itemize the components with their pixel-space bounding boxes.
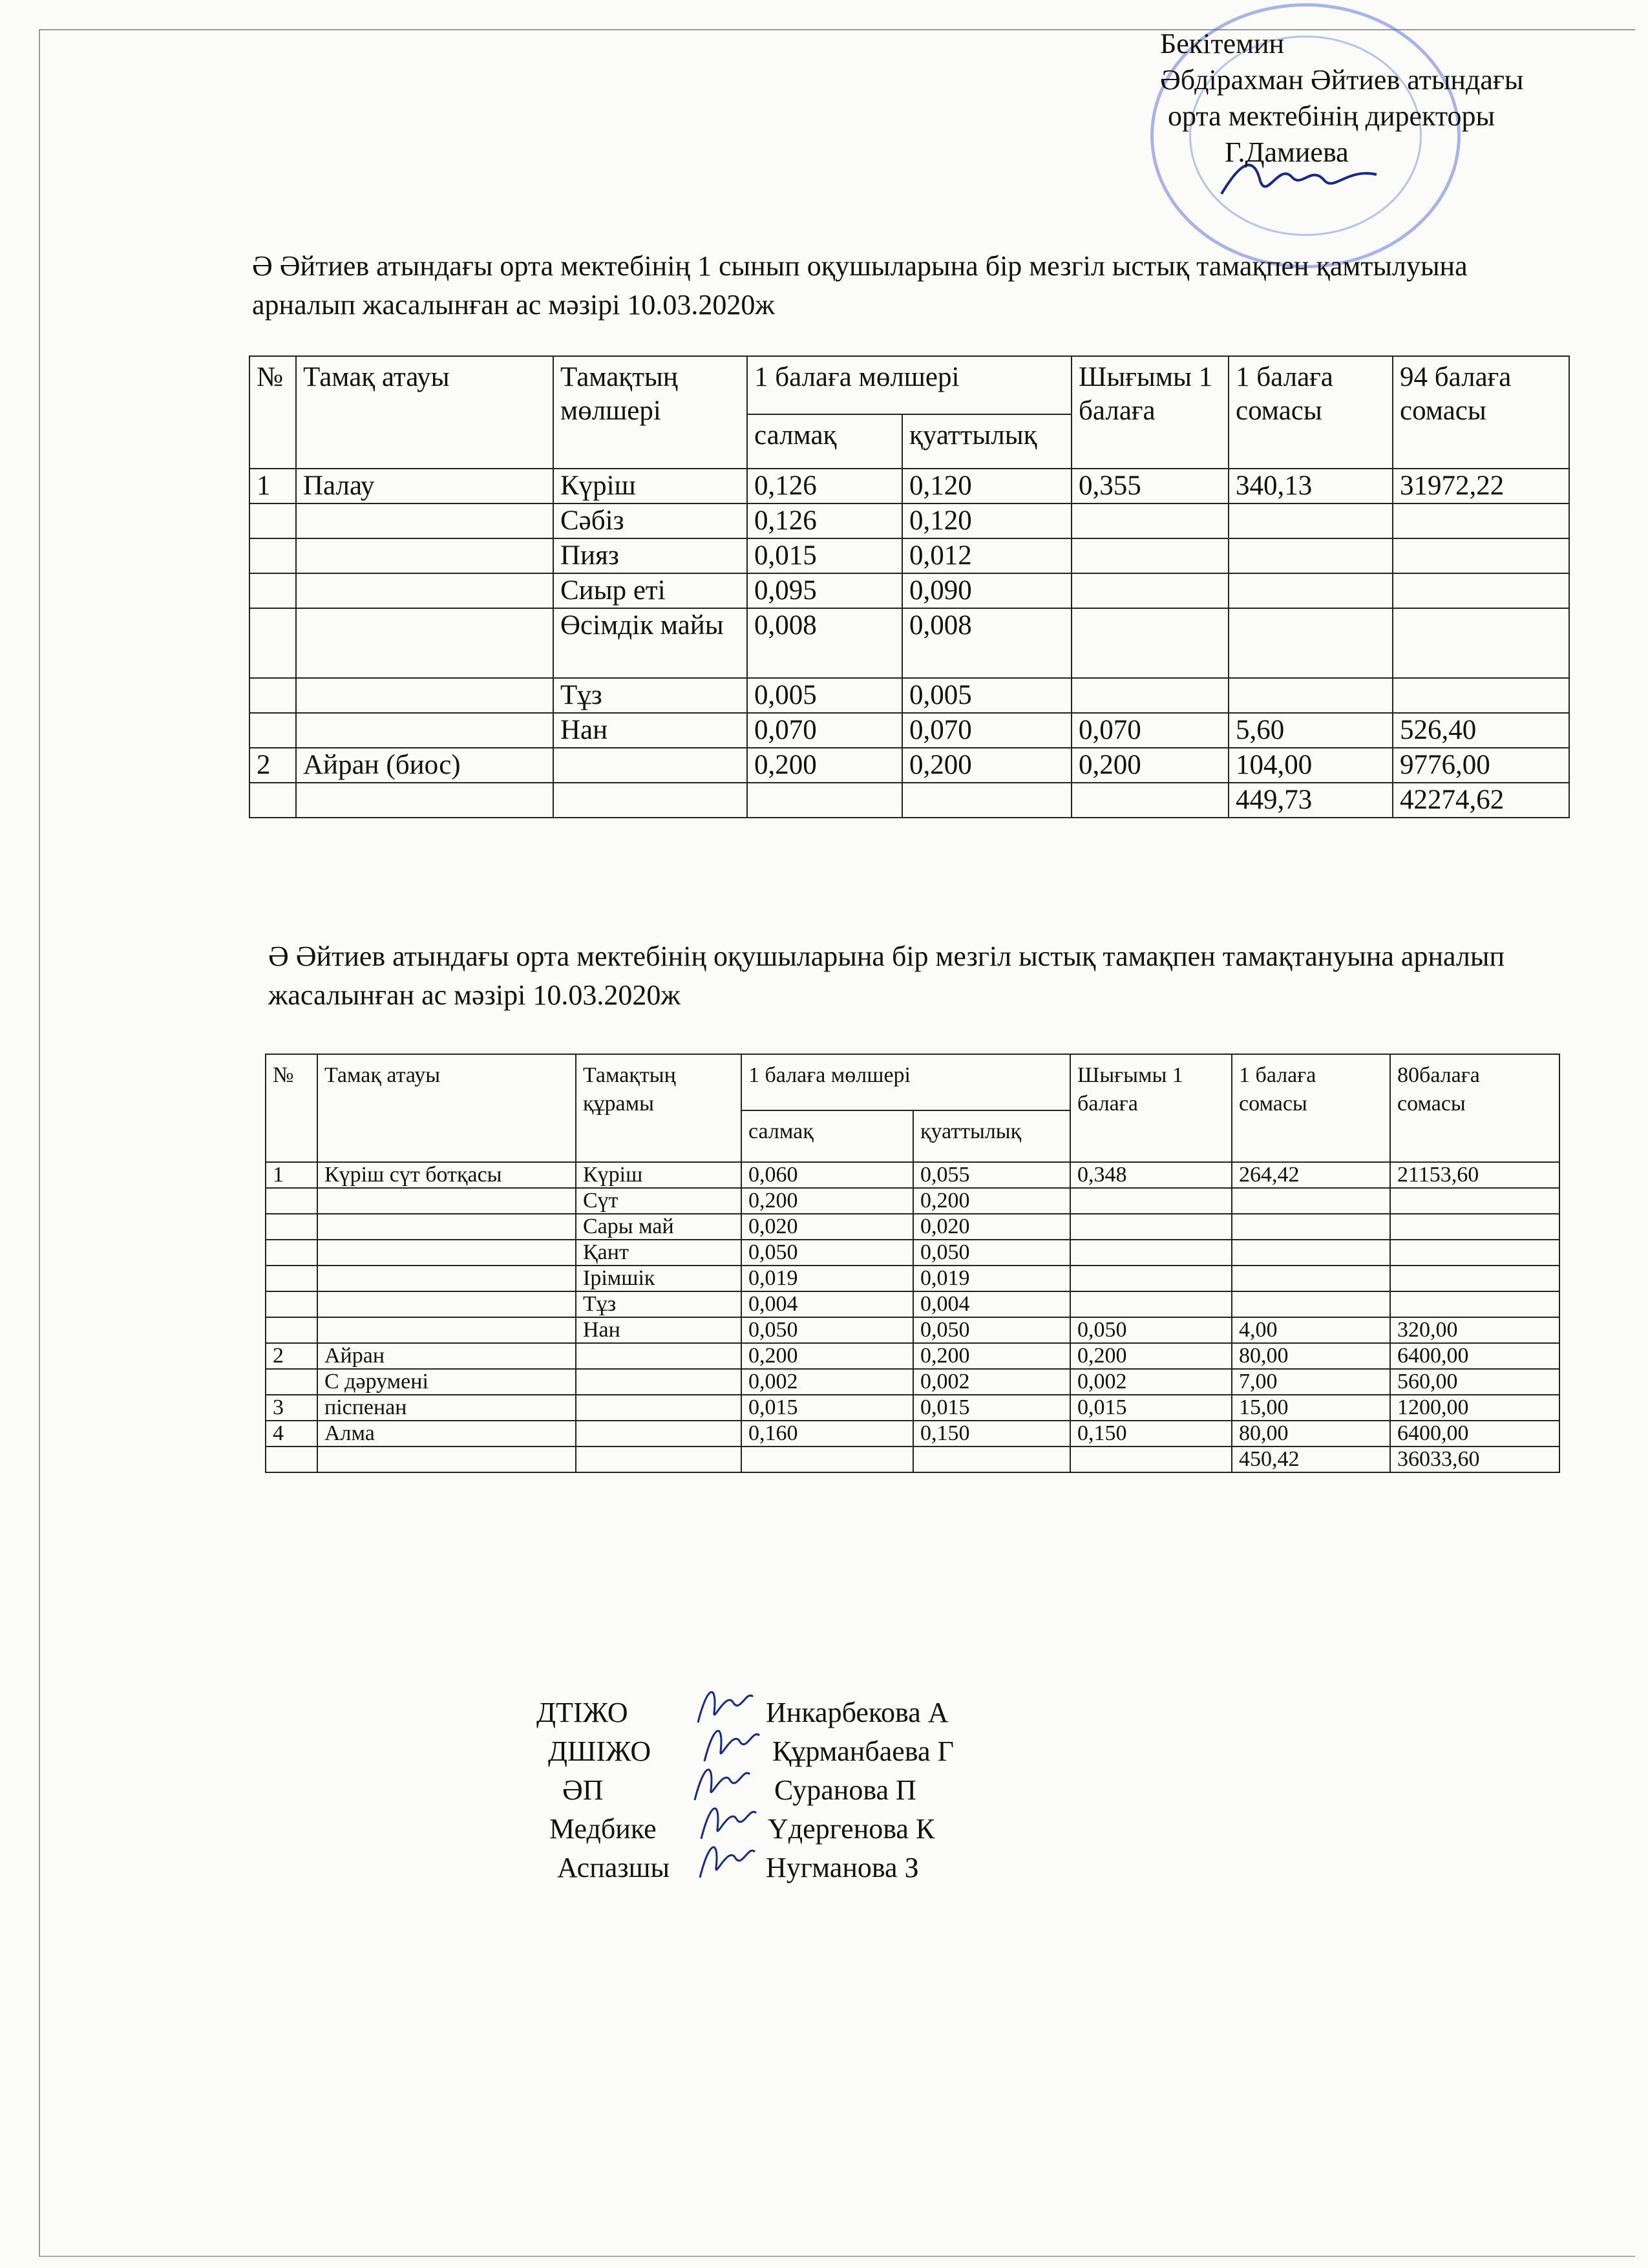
- cell-num: [266, 1266, 317, 1291]
- cell-price-total: [1390, 1214, 1559, 1240]
- signature-role: Медбике: [549, 1813, 657, 1845]
- header-energy: қуаттылық: [913, 1110, 1070, 1162]
- cell-num: [266, 1447, 317, 1472]
- cell-price-one: [1229, 678, 1393, 713]
- cell-price-one: [1229, 573, 1393, 608]
- cell-price-one: 5,60: [1229, 713, 1393, 748]
- header-output: Шығымы 1 балаға: [1072, 356, 1229, 469]
- cell-energy: 0,120: [902, 469, 1072, 503]
- cell-energy: [913, 1447, 1070, 1472]
- header-price-one: 1 балаға сомасы: [1229, 356, 1393, 469]
- cell-name: С дәрумені: [317, 1369, 576, 1395]
- cell-energy: [902, 783, 1072, 818]
- table-row: [249, 573, 1569, 608]
- cell-num: [266, 1240, 317, 1266]
- cell-name: [317, 1188, 576, 1214]
- cell-output: [1072, 573, 1229, 608]
- cell-num: [249, 608, 296, 678]
- cell-weight: [741, 1447, 913, 1472]
- cell-name: Алма: [317, 1421, 576, 1447]
- cell-ingredient: Сиыр еті: [553, 573, 747, 608]
- signature-role: ДТІЖО: [536, 1697, 628, 1728]
- cell-price-total: 42274,62: [1393, 783, 1569, 818]
- cell-name: Айран (биос): [296, 748, 553, 783]
- cell-price-total: [1390, 1266, 1559, 1291]
- cell-energy: 0,200: [913, 1188, 1070, 1214]
- approval-school: Әбдірахман Әйтиев атындағы: [1160, 64, 1524, 96]
- cell-ingredient: Ірімшік: [576, 1266, 741, 1291]
- table-row: [266, 1162, 1559, 1188]
- cell-weight: 0,050: [741, 1240, 913, 1266]
- cell-ingredient: [576, 1369, 741, 1395]
- table-row: [249, 678, 1569, 713]
- header-per-child: 1 балаға мөлшері: [741, 1054, 1070, 1110]
- cell-output: 0,355: [1072, 469, 1229, 503]
- cell-name: [317, 1214, 576, 1240]
- cell-price-total: 560,00: [1390, 1369, 1559, 1395]
- cell-num: [266, 1317, 317, 1343]
- table-row: [266, 1395, 1559, 1421]
- header-num: №: [266, 1054, 317, 1162]
- cell-energy: 0,019: [913, 1266, 1070, 1291]
- cell-energy: 0,120: [902, 503, 1072, 538]
- cell-energy: 0,200: [913, 1343, 1070, 1369]
- cell-name: [296, 713, 553, 748]
- header-price-one: 1 балаға сомасы: [1232, 1054, 1390, 1162]
- cell-weight: 0,019: [741, 1266, 913, 1291]
- cell-name: [317, 1447, 576, 1472]
- cell-price-total: [1390, 1240, 1559, 1266]
- table-row: [249, 503, 1569, 538]
- header-num: №: [249, 356, 296, 469]
- cell-output: 0,150: [1070, 1421, 1232, 1447]
- cell-name: Палау: [296, 469, 553, 503]
- cell-ingredient: Нан: [576, 1317, 741, 1343]
- cell-price-one: [1232, 1214, 1390, 1240]
- cell-weight: 0,200: [741, 1343, 913, 1369]
- table-row: [266, 1291, 1559, 1317]
- cell-energy: 0,070: [902, 713, 1072, 748]
- table-row: [266, 1317, 1559, 1343]
- cell-price-total: 9776,00: [1393, 748, 1569, 783]
- cell-name: [317, 1266, 576, 1291]
- cell-price-total: 320,00: [1390, 1317, 1559, 1343]
- cell-num: 2: [249, 748, 296, 783]
- cell-price-total: 6400,00: [1390, 1343, 1559, 1369]
- cell-ingredient: Нан: [553, 713, 747, 748]
- cell-price-one: 7,00: [1232, 1369, 1390, 1395]
- cell-ingredient: [576, 1447, 741, 1472]
- cell-output: [1070, 1240, 1232, 1266]
- signature-role: ӘП: [562, 1774, 604, 1806]
- cell-output: 0,002: [1070, 1369, 1232, 1395]
- cell-price-total: [1390, 1291, 1559, 1317]
- cell-ingredient: [576, 1343, 741, 1369]
- cell-name: [296, 783, 553, 818]
- table-row: [249, 469, 1569, 503]
- cell-energy: 0,055: [913, 1162, 1070, 1188]
- cell-price-total: 36033,60: [1390, 1447, 1559, 1472]
- cell-ingredient: Күріш: [576, 1162, 741, 1188]
- cell-num: 4: [266, 1421, 317, 1447]
- cell-output: 0,070: [1072, 713, 1229, 748]
- table-row: [249, 783, 1569, 818]
- cell-energy: 0,200: [902, 748, 1072, 783]
- cell-weight: 0,160: [741, 1421, 913, 1447]
- cell-price-total: 1200,00: [1390, 1395, 1559, 1421]
- cell-num: 3: [266, 1395, 317, 1421]
- cell-weight: 0,126: [747, 469, 902, 503]
- cell-output: [1072, 503, 1229, 538]
- cell-weight: 0,070: [747, 713, 902, 748]
- cell-num: 1: [249, 469, 296, 503]
- cell-price-one: 15,00: [1232, 1395, 1390, 1421]
- cell-name: Айран: [317, 1343, 576, 1369]
- cell-name: [317, 1317, 576, 1343]
- cell-output: 0,200: [1072, 748, 1229, 783]
- cell-energy: 0,004: [913, 1291, 1070, 1317]
- cell-weight: [747, 783, 902, 818]
- cell-energy: 0,005: [902, 678, 1072, 713]
- menu1-title: Ә Әйтиев атындағы орта мектебінің 1 сынып оқушыларына бір мезгіл ыстық тамақпен қамтылуына арналып жасалынған ас мәзірі 10.03.2020ж: [252, 250, 1468, 321]
- cell-price-total: [1393, 573, 1569, 608]
- cell-price-one: 80,00: [1232, 1343, 1390, 1369]
- table-row: [249, 538, 1569, 573]
- approval-block: [1160, 26, 1523, 171]
- cell-ingredient: Күріш: [553, 469, 747, 503]
- cell-output: [1070, 1266, 1232, 1291]
- header-energy: қуаттылық: [902, 414, 1072, 469]
- table-row: [249, 608, 1569, 678]
- cell-price-one: 104,00: [1229, 748, 1393, 783]
- cell-weight: 0,020: [741, 1214, 913, 1240]
- cell-price-one: 340,13: [1229, 469, 1393, 503]
- header-price-total: 94 балаға сомасы: [1393, 356, 1569, 469]
- header-price-total: 80балаға сомасы: [1390, 1054, 1559, 1162]
- cell-price-total: 526,40: [1393, 713, 1569, 748]
- cell-output: [1070, 1447, 1232, 1472]
- cell-price-total: [1393, 503, 1569, 538]
- cell-ingredient: Сәбіз: [553, 503, 747, 538]
- cell-weight: 0,050: [741, 1317, 913, 1343]
- handwritten-signature: [690, 1832, 761, 1884]
- header-weight: салмақ: [747, 414, 902, 469]
- cell-price-total: [1393, 608, 1569, 678]
- cell-ingredient: Пияз: [553, 538, 747, 573]
- header-output: Шығымы 1 балаға: [1070, 1054, 1232, 1162]
- table-row: [266, 1343, 1559, 1369]
- header-weight: салмақ: [741, 1110, 913, 1162]
- cell-output: [1070, 1214, 1232, 1240]
- cell-name: [296, 538, 553, 573]
- menu2-title: Ә Әйтиев атындағы орта мектебінің оқушыларына бір мезгіл ыстық тамақпен тамақтануына арналып жасалынған ас мәзірі 10.03.2020ж: [268, 940, 1505, 1011]
- cell-price-total: [1393, 678, 1569, 713]
- cell-name: Күріш сүт ботқасы: [317, 1162, 576, 1188]
- cell-weight: 0,126: [747, 503, 902, 538]
- table-row: [266, 1240, 1559, 1266]
- cell-name: [296, 678, 553, 713]
- signature-name: Нугманова З: [766, 1852, 919, 1883]
- cell-ingredient: [553, 783, 747, 818]
- cell-weight: 0,002: [741, 1369, 913, 1395]
- cell-energy: 0,090: [902, 573, 1072, 608]
- cell-name: [296, 503, 553, 538]
- table-row: [266, 1188, 1559, 1214]
- cell-output: 0,200: [1070, 1343, 1232, 1369]
- cell-weight: 0,015: [747, 538, 902, 573]
- cell-price-one: [1232, 1266, 1390, 1291]
- cell-energy: 0,150: [913, 1421, 1070, 1447]
- signature-role: Аспазшы: [557, 1852, 670, 1883]
- signature-name: Құрманбаева Г: [772, 1735, 954, 1767]
- header-name: Тамақ атауы: [317, 1054, 576, 1162]
- cell-price-one: 449,73: [1229, 783, 1393, 818]
- cell-num: [266, 1369, 317, 1395]
- signature-name: Суранова П: [774, 1774, 916, 1806]
- scan-border-bottom: [39, 2256, 1635, 2257]
- cell-energy: 0,020: [913, 1214, 1070, 1240]
- cell-ingredient: [553, 748, 747, 783]
- cell-ingredient: Тұз: [576, 1291, 741, 1317]
- cell-num: [266, 1291, 317, 1317]
- cell-price-one: [1229, 538, 1393, 573]
- cell-weight: 0,008: [747, 608, 902, 678]
- cell-price-one: [1232, 1188, 1390, 1214]
- cell-num: [249, 678, 296, 713]
- cell-price-one: [1232, 1240, 1390, 1266]
- cell-name: [317, 1291, 576, 1317]
- cell-price-total: 21153,60: [1390, 1162, 1559, 1188]
- cell-weight: 0,015: [741, 1395, 913, 1421]
- approval-signatory: Г.Дамиева: [1225, 136, 1349, 168]
- cell-output: [1072, 608, 1229, 678]
- cell-num: [249, 503, 296, 538]
- approval-heading: Бекітемин: [1160, 28, 1285, 59]
- cell-energy: 0,008: [902, 608, 1072, 678]
- cell-ingredient: [576, 1421, 741, 1447]
- cell-name: [296, 608, 553, 678]
- cell-weight: 0,095: [747, 573, 902, 608]
- cell-price-one: 264,42: [1232, 1162, 1390, 1188]
- header-per-child: 1 балаға мөлшері: [747, 356, 1072, 414]
- cell-ingredient: Тұз: [553, 678, 747, 713]
- cell-name: піспенан: [317, 1395, 576, 1421]
- menu1-table: [249, 355, 1570, 818]
- cell-energy: 0,015: [913, 1395, 1070, 1421]
- menu2-table: [265, 1054, 1560, 1473]
- cell-weight: 0,200: [741, 1188, 913, 1214]
- cell-output: [1070, 1188, 1232, 1214]
- cell-name: [317, 1240, 576, 1266]
- cell-price-one: 80,00: [1232, 1421, 1390, 1447]
- cell-output: 0,015: [1070, 1395, 1232, 1421]
- cell-output: [1072, 783, 1229, 818]
- cell-num: [266, 1188, 317, 1214]
- signature-name: Инкарбекова А: [766, 1697, 949, 1728]
- cell-weight: 0,060: [741, 1162, 913, 1188]
- cell-price-one: [1232, 1291, 1390, 1317]
- cell-num: [249, 538, 296, 573]
- cell-num: 2: [266, 1343, 317, 1369]
- table-row: [266, 1421, 1559, 1447]
- cell-price-total: 31972,22: [1393, 469, 1569, 503]
- cell-ingredient: [576, 1395, 741, 1421]
- cell-price-one: [1229, 503, 1393, 538]
- cell-ingredient: Сары май: [576, 1214, 741, 1240]
- cell-num: [249, 713, 296, 748]
- table-row: [249, 713, 1569, 748]
- signature-name: Үдергенова К: [768, 1813, 935, 1845]
- scan-border-left: [39, 29, 40, 2256]
- cell-num: [249, 573, 296, 608]
- cell-ingredient: Қант: [576, 1240, 741, 1266]
- cell-price-one: [1229, 608, 1393, 678]
- cell-weight: 0,004: [741, 1291, 913, 1317]
- cell-price-one: 4,00: [1232, 1317, 1390, 1343]
- cell-price-total: 6400,00: [1390, 1421, 1559, 1447]
- signature-role: ДШІЖО: [548, 1735, 651, 1767]
- cell-energy: 0,050: [913, 1240, 1070, 1266]
- cell-num: [249, 783, 296, 818]
- cell-output: 0,050: [1070, 1317, 1232, 1343]
- cell-price-total: [1390, 1188, 1559, 1214]
- cell-energy: 0,012: [902, 538, 1072, 573]
- table-row: [249, 748, 1569, 783]
- header-ingredient: Тамақтың құрамы: [576, 1054, 741, 1162]
- cell-name: [296, 573, 553, 608]
- table-row: [266, 1266, 1559, 1291]
- table-row: [266, 1214, 1559, 1240]
- cell-energy: 0,002: [913, 1369, 1070, 1395]
- cell-output: [1072, 538, 1229, 573]
- cell-weight: 0,200: [747, 748, 902, 783]
- cell-ingredient: Өсімдік майы: [553, 608, 747, 678]
- header-name: Тамақ атауы: [296, 356, 553, 469]
- cell-output: [1072, 678, 1229, 713]
- approval-position: орта мектебінің директоры: [1168, 100, 1495, 132]
- cell-num: [266, 1214, 317, 1240]
- cell-price-total: [1393, 538, 1569, 573]
- table-row: [266, 1369, 1559, 1395]
- cell-num: 1: [266, 1162, 317, 1188]
- cell-output: 0,348: [1070, 1162, 1232, 1188]
- cell-output: [1070, 1291, 1232, 1317]
- header-ingredient: Тамақтың мөлшері: [553, 356, 747, 469]
- cell-ingredient: Сүт: [576, 1188, 741, 1214]
- cell-price-one: 450,42: [1232, 1447, 1390, 1472]
- table-row: [266, 1447, 1559, 1472]
- cell-energy: 0,050: [913, 1317, 1070, 1343]
- cell-weight: 0,005: [747, 678, 902, 713]
